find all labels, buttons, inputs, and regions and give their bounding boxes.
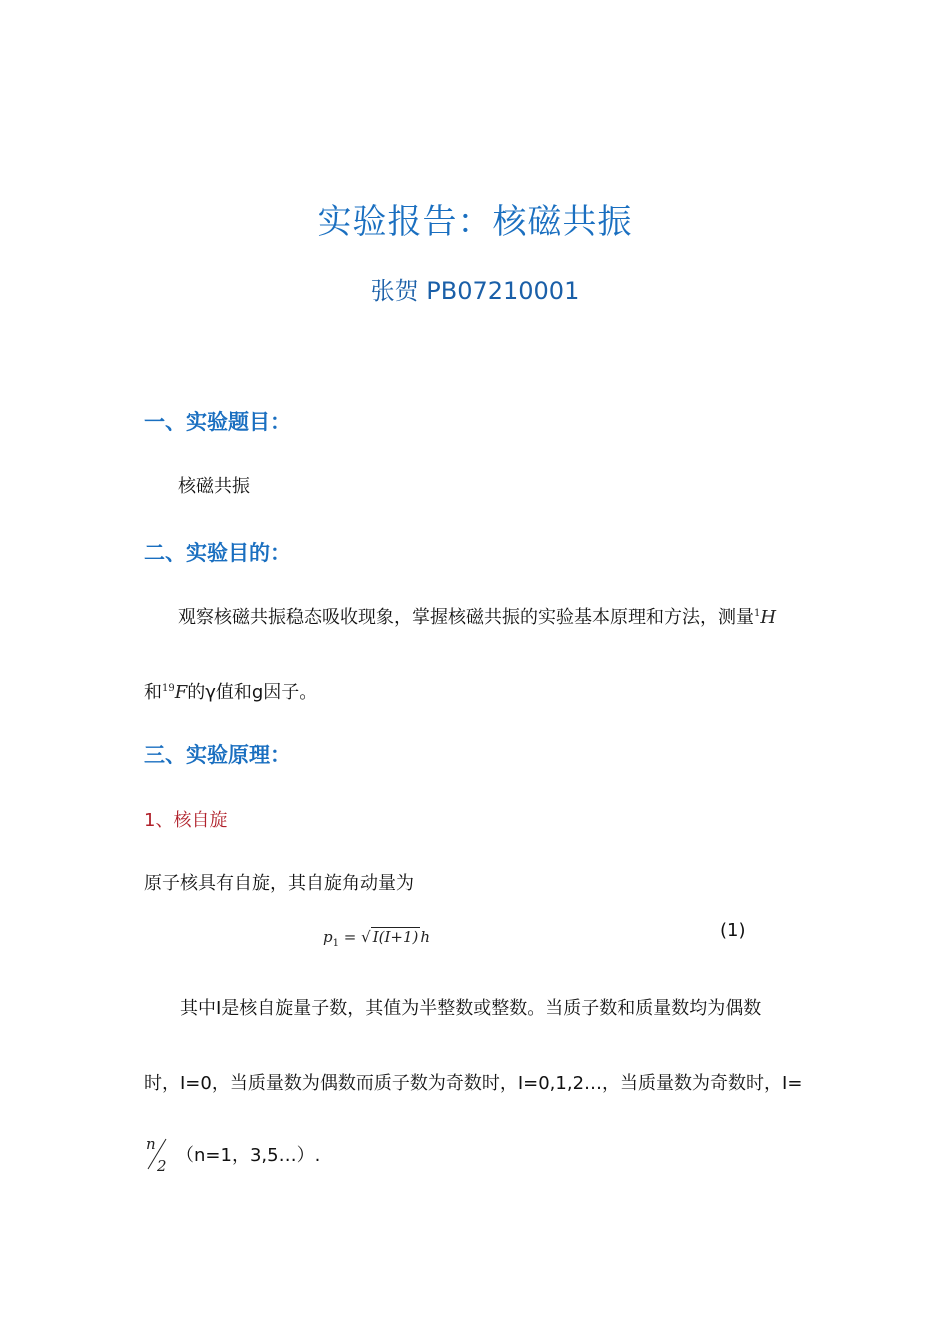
nuclide-f-symbol: F <box>174 682 188 703</box>
nuclide-h <box>754 607 776 628</box>
nuclide-h-mass: 1 <box>754 608 761 619</box>
section-2-text-1: 观察核磁共振稳态吸收现象，掌握核磁共振的实验基本原理和方法，测量 <box>178 607 754 628</box>
author-line: 张贺 PB07210001 <box>370 277 580 305</box>
eq-equals: = <box>343 928 357 946</box>
eq-radicand: I(I+1) <box>372 928 419 946</box>
eq-lhs-sub: 1 <box>332 938 339 949</box>
principle-para-1: 其中I是核自旋量子数，其值为半整数或整数。当质子数和质量数均为偶数 <box>180 998 762 1019</box>
section-heading-2: 二、实验目的： <box>144 541 291 565</box>
nuclide-f-mass: 19 <box>162 683 175 694</box>
frac-numerator: n <box>146 1135 156 1153</box>
principle-intro: 原子核具有自旋，其自旋角动量为 <box>144 873 414 894</box>
page-title: 实验报告：核磁共振 <box>317 202 633 242</box>
nuclide-h-symbol: H <box>760 607 777 628</box>
section-2-line-2 <box>144 678 317 704</box>
section-2-text-2b: 的γ值和g因子。 <box>187 682 318 703</box>
principle-para-2: 时，I=0，当质量数为偶数而质子数为奇数时，I=0,1,2…，当质量数为奇数时，I= <box>144 1073 803 1094</box>
equation-number: (1) <box>720 920 746 941</box>
fraction-n-over-2 <box>144 1135 170 1175</box>
eq-lhs: p <box>323 928 333 946</box>
equation-1 <box>323 928 430 949</box>
section-2-line-1 <box>178 603 776 629</box>
nuclide-f <box>162 682 187 703</box>
sqrt-sign: √ <box>361 928 371 946</box>
eq-h: h <box>420 928 431 946</box>
section-2-text-2a: 和 <box>144 682 162 703</box>
subsection-heading: 1、核自旋 <box>144 810 228 831</box>
principle-para-3: （n=1，3,5…）. <box>176 1145 321 1166</box>
section-heading-3: 三、实验原理： <box>144 743 291 767</box>
section-heading-1: 一、实验题目： <box>144 410 291 434</box>
frac-denominator: 2 <box>157 1157 167 1175</box>
section-1-body: 核磁共振 <box>178 476 250 497</box>
